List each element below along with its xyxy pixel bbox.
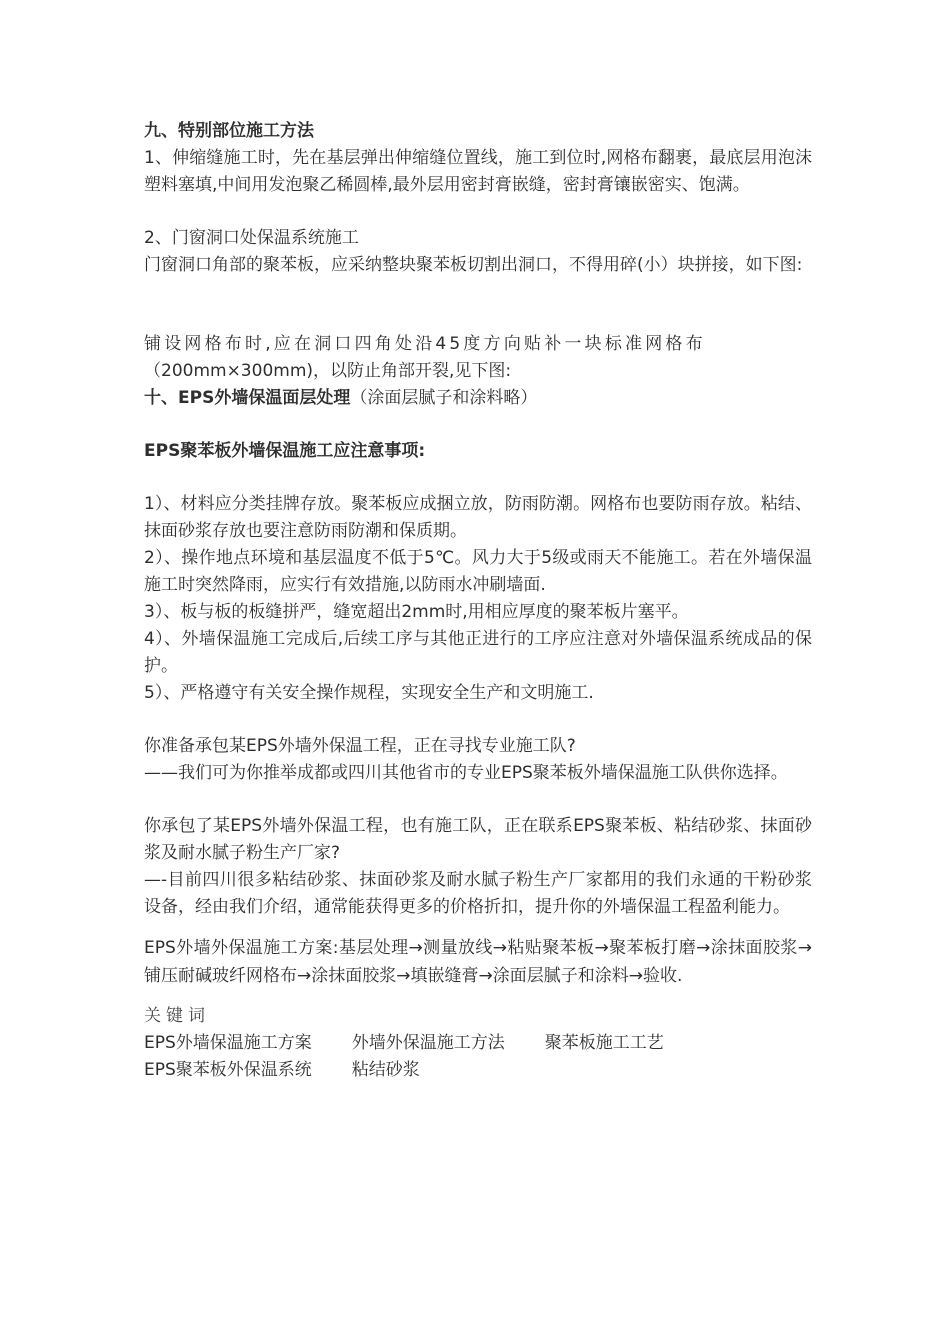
spacer <box>144 199 812 225</box>
spacer <box>144 990 812 1003</box>
section-9-title: 九、特别部位施工方法 <box>144 121 314 141</box>
section-9-item-2-title: 2、门窗洞口处保温系统施工 <box>144 228 359 248</box>
notes-item-2: 2）、操作地点环境和基层温度不低于5℃。风力大于5级或雨天不能施工。若在外墙保温施工时突然降雨，应实行有效措施,以防雨水冲刷墙面. <box>144 548 812 595</box>
promo-2-answer: —-目前四川很多粘结砂浆、抹面砂浆及耐水腻子粉生产厂家都用的我们永通的干粉砂浆设备，经由我们介绍，通常能获得更多的价格折扣，提升你的外墙保温工程盈利能力。 <box>144 870 812 917</box>
keyword-item[interactable]: EPS外墙保温施工方案 <box>144 1033 312 1053</box>
keywords-line <box>144 1030 812 1084</box>
promo-2-question: 你承包了某EPS外墙外保温工程，也有施工队，正在联系EPS聚苯板、粘结砂浆、抹面砂浆及耐水腻子粉生产厂家? <box>144 816 812 863</box>
section-10-title: 十、EPS外墙保温面层处理 <box>144 388 351 408</box>
promo-1-answer: ——我们可为你推举成都或四川其他省市的专业EPS聚苯板外墙保温施工队供你选择。 <box>144 763 788 783</box>
notes-item-3: 3）、板与板的板缝拼严，缝宽超出2mm时,用相应厚度的聚苯板片塞平。 <box>144 602 689 622</box>
promo-1-question: 你准备承包某EPS外墙外保温工程，正在寻找专业施工队? <box>144 736 576 756</box>
spacer <box>144 707 812 733</box>
notes-item-5: 5）、严格遵守有关安全操作规程，实现安全生产和文明施工. <box>144 683 594 703</box>
notes-title: EPS聚苯板外墙保温施工应注意事项: <box>144 441 426 461</box>
notes-item-1: 1）、材料应分类挂牌存放。聚苯板应成捆立放，防雨防潮。网格布也要防雨存放。粘结、抹面砂浆存放也要注意防雨防潮和保质期。 <box>144 494 812 541</box>
mesh-instruction-line-1: 铺设网格布时,应在洞口四角处沿45度方向贴补一块标准网格布 <box>144 334 706 354</box>
section-9-item-2-text: 门窗洞口角部的聚苯板，应采纳整块聚苯板切割出洞口，不得用碎(小）块拼接，如下图: <box>144 255 803 275</box>
section-10-note: （涂面层腻子和涂料略） <box>350 388 538 408</box>
keyword-item[interactable]: 聚苯板施工工艺 <box>544 1033 664 1053</box>
section-10-heading <box>144 385 812 412</box>
keyword-item[interactable]: EPS聚苯板外保温系统 <box>144 1060 312 1080</box>
mesh-instruction-line-2: （200mm×300mm)，以防止角部开裂,见下图: <box>144 361 512 381</box>
spacer <box>144 465 812 491</box>
keyword-item[interactable]: 外墙外保温施工方法 <box>351 1033 505 1053</box>
image-placeholder-gap <box>144 279 812 331</box>
keywords-title: 关键词 <box>144 1006 210 1026</box>
document-body <box>144 118 812 1084</box>
process-flow: EPS外墙外保温施工方案:基层处理→测量放线→粘贴聚苯板→聚苯板打磨→涂抹面胶浆→铺压耐碱玻纤网格布→涂抹面胶浆→填嵌缝膏→涂面层腻子和涂料→验收. <box>144 938 812 986</box>
section-9-item-1: 1、伸缩缝施工时，先在基层弹出伸缩缝位置线，施工到位时,网格布翻裹，最底层用泡沫塑料塞填,中间用发泡聚乙稀圆棒,最外层用密封膏嵌缝，密封膏镶嵌密实、饱满。 <box>144 148 812 195</box>
notes-item-4: 4）、外墙保温施工完成后,后续工序与其他正进行的工序应注意对外墙保温系统成品的保护。 <box>144 629 812 676</box>
spacer <box>144 921 812 934</box>
spacer <box>144 787 812 813</box>
keyword-item[interactable]: 粘结砂浆 <box>351 1060 420 1080</box>
spacer <box>144 412 812 438</box>
